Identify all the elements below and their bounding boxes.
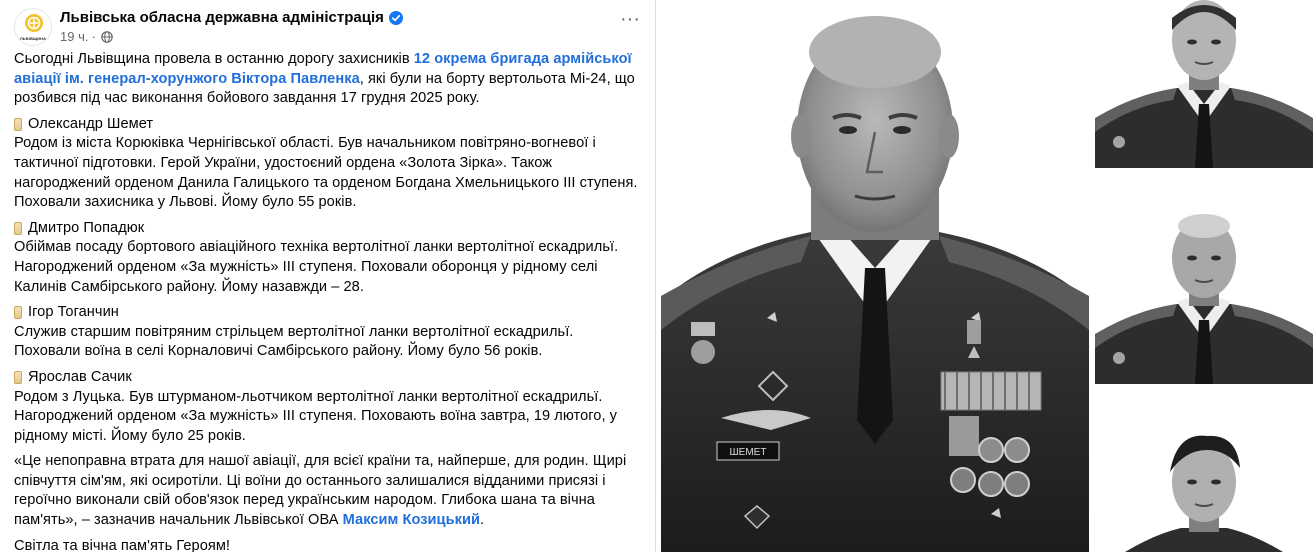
person-name: Олександр Шемет	[28, 115, 154, 132]
person-bio: Служив старшим повітряним стрільцем вертолітної ланки вертолітної ескадрильї. Поховали воїна в селі Корналовичі Самбірського району. Йому було 56 років.	[14, 323, 574, 360]
scroll-emoji-icon	[14, 222, 22, 235]
person-bio: Родом з Луцька. Був штурманом-льотчиком вертолітної ланки вертолітної ескадрильї. Нагороджений орденом «За мужність» III ступеня. Поховають воїна завтра, 19 лютого, у рідному місті. Йому було 25 років.	[14, 388, 618, 444]
portrait-thumbnail-1[interactable]	[1095, 0, 1313, 168]
post-time[interactable]: 19 ч.	[60, 29, 89, 44]
globe-icon	[101, 31, 113, 43]
post-body	[14, 50, 641, 552]
quote-paragraph	[14, 452, 641, 530]
person-block	[14, 219, 641, 297]
page-name-text[interactable]: Львівська обласна державна адміністрація	[60, 9, 384, 26]
quote-prefix: «Це непоправна втрата для нашої авіації, для всієї країни та, найперше, для родин. Щирі співчуття сім'ям, які осиротіли. Ці воїни до останнього залишалися відданими присязі і героїчно виконали свій обов'язок перед українським народом. Глибока шана та вічна пам'ять», – зазначив начальник Львівської ОВА	[14, 453, 627, 529]
photo-collage	[657, 0, 1314, 552]
scroll-emoji-icon	[14, 118, 22, 131]
person-name: Дмитро Попадюк	[28, 219, 145, 236]
portrait-thumbnail-2[interactable]	[1095, 212, 1313, 384]
portrait-thumbnail-3[interactable]	[1095, 416, 1313, 552]
official-link[interactable]: Максим Козицький	[342, 512, 481, 529]
person-name-row	[14, 219, 641, 239]
person-name: Ігор Тоганчин	[28, 304, 119, 321]
more-options-button[interactable]: ···	[620, 8, 640, 30]
person-block	[14, 115, 641, 213]
quote-suffix: .	[480, 512, 485, 529]
brigade-link[interactable]: 12 окрема бригада армійської авіації ім. генерал-хорунжого Віктора Павленка	[14, 51, 632, 87]
person-block	[14, 303, 641, 362]
sun-logo-icon	[24, 13, 44, 33]
person-bio: Обіймав посаду бортового авіаційного техніка вертолітної ланки вертолітної ескадрильї. Нагороджений орденом «За мужність» III ступеня. Поховали оборонця у рідному селі Калинів Самбірського району. Йому назавжди – 28.	[14, 239, 619, 295]
person-name-row	[14, 368, 641, 388]
main-portrait-photo[interactable]	[661, 0, 1089, 552]
intro-suffix: , які були на борту вертольота Мі-24, що розбився під час виконання бойового завдання 17 грудня 2025 року.	[14, 70, 635, 107]
person-name-row	[14, 115, 641, 135]
page-name[interactable]	[60, 9, 403, 26]
person-name: Ярослав Сачик	[28, 368, 132, 385]
person-name-row	[14, 303, 641, 323]
verified-badge-icon	[389, 11, 403, 25]
facebook-post	[0, 0, 656, 552]
page-avatar[interactable]	[14, 8, 52, 46]
post-header	[14, 6, 641, 50]
intro-paragraph	[14, 50, 641, 109]
intro-prefix: Сьогодні Львівщина провела в останню дорогу захисників	[14, 51, 414, 67]
name-tag-text: ШЕМЕТ	[729, 447, 767, 458]
person-bio: Родом із міста Корюківка Чернігівської області. Був начальником повітряно-вогневої і тактичної підготовки. Герой України, удостоєний ордена «Золота Зірка». Також нагороджений орденом Данила Галицького та орденом Богдана Хмельницького III ступеня. Поховали захисника у Львові. Йому було 55 років.	[14, 135, 638, 211]
post-meta	[60, 29, 113, 44]
avatar-caption: ЛЬВІВЩИНА	[19, 36, 47, 41]
scroll-emoji-icon	[14, 306, 22, 319]
scroll-emoji-icon	[14, 371, 22, 384]
person-block	[14, 368, 641, 446]
meta-separator: ·	[91, 29, 96, 44]
closing-line: Світла та вічна пам'ять Героям!	[14, 537, 231, 552]
